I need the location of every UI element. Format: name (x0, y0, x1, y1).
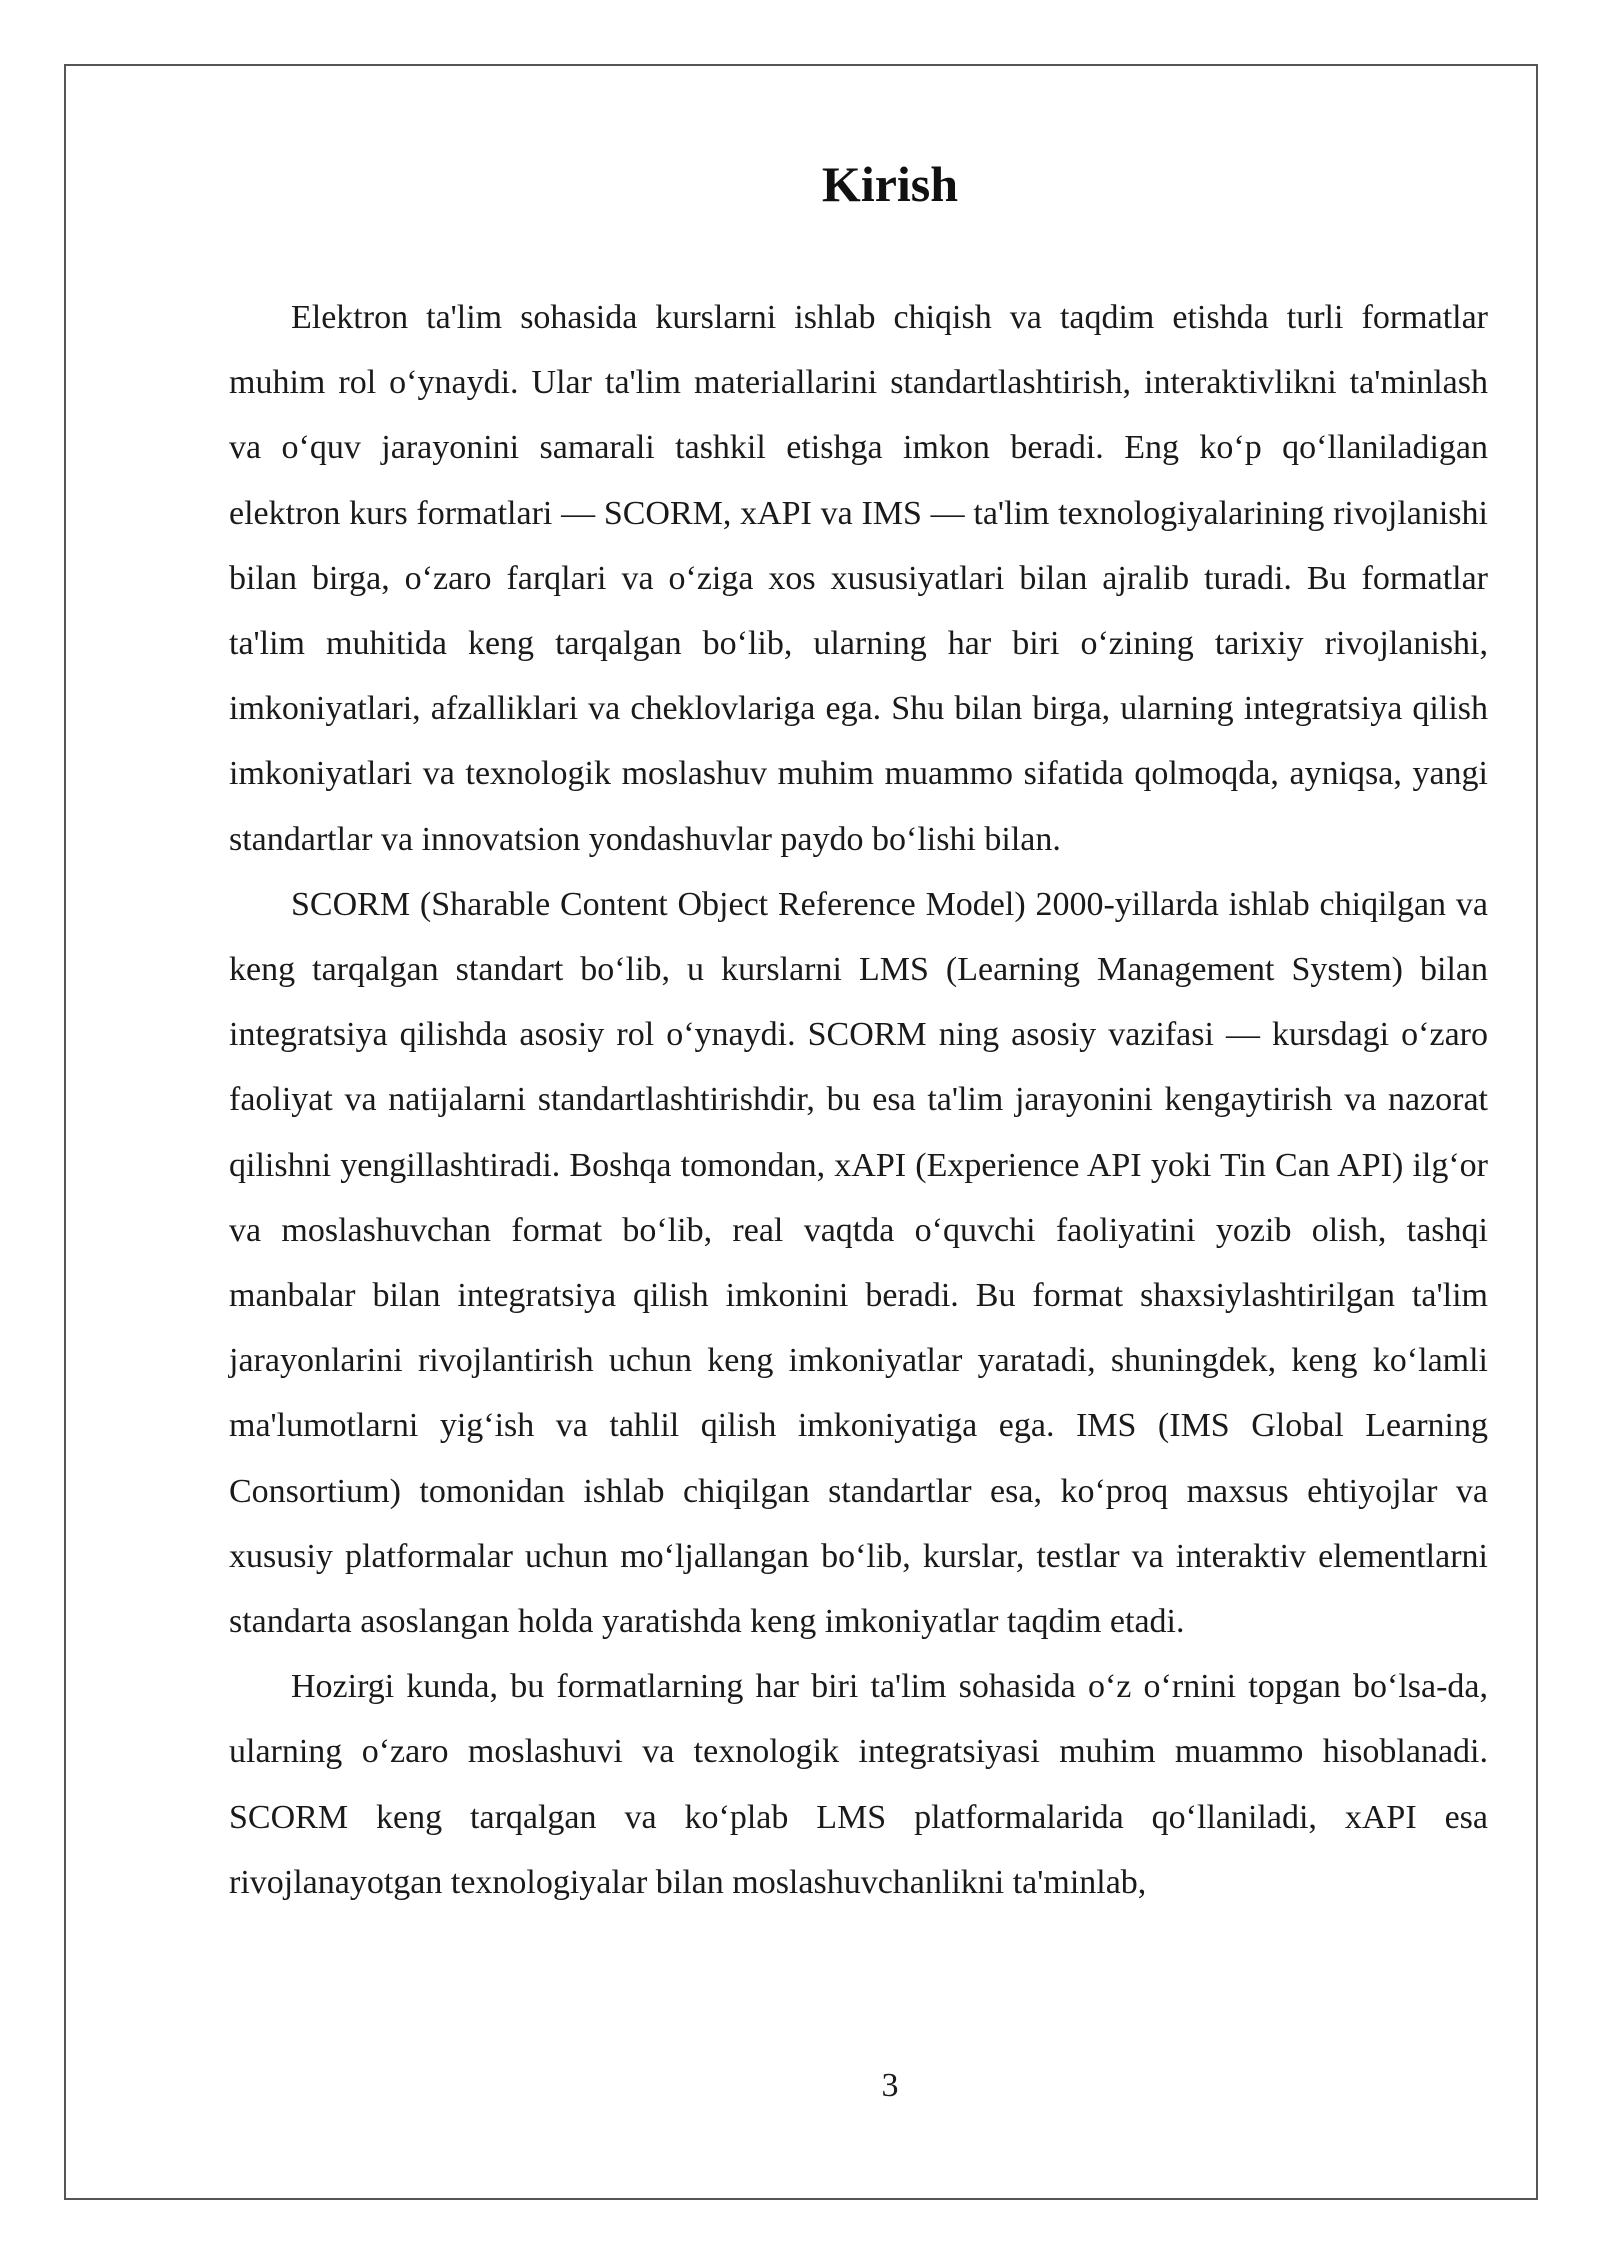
paragraph-current-state: Hozirgi kunda, bu formatlarning har biri ta'lim sohasida oʻz oʻrnini topgan boʻlsa-da, ularning oʻzaro moslashuvi va texnologik integratsiyasi muhim muammo hisoblanadi. SCORM keng tarqalgan va koʻplab LMS platformalarida qoʻllaniladi, xAPI esa rivojlanayotgan texnologiyalar bilan moslashuvchanlikni ta'minlab, (229, 1668, 1488, 1901)
body-text (229, 285, 1488, 1915)
page-title: Kirish (821, 156, 959, 212)
paragraph-formats: SCORM (Sharable Content Object Reference Model) 2000-yillarda ishlab chiqilgan va keng tarqalgan standart boʻlib, u kurslarni LMS (Learning Management System) bilan integratsiya qilishda asosiy rol oʻynaydi. SCORM ning asosiy vazifasi — kursdagi oʻzaro faoliyat va natijalarni standartlashtirishdir, bu esa ta'lim jarayonini kengaytirish va nazorat qilishni yengillashtiradi. Boshqa tomondan, xAPI (Experience API yoki Tin Can API) ilgʻor va moslashuvchan format boʻlib, real vaqtda oʻquvchi faoliyatini yozib olish, tashqi manbalar bilan integratsiya qilish imkonini beradi. Bu format shaxsiylashtirilgan ta'lim jarayonlarini rivojlantirish uchun keng imkoniyatlar yaratadi, shuningdek, keng koʻlamli ma'lumotlarni yigʻish va tahlil qilish imkoniyatiga ega. IMS (IMS Global Learning Consortium) tomonidan ishlab chiqilgan standartlar esa, koʻproq maxsus ehtiyojlar va xususiy platformalar uchun moʻljallangan boʻlib, kurslar, testlar va interaktiv elementlarni standarta asoslangan holda yaratishda keng imkoniyatlar taqdim etadi. (229, 885, 1488, 1641)
paragraph-intro: Elektron ta'lim sohasida kurslarni ishlab chiqish va taqdim etishda turli formatlar muhim rol oʻynaydi. Ular ta'lim materiallarini standartlashtirish, interaktivlikni ta'minlash va oʻquv jarayonini samarali tashkil etishga imkon beradi. Eng koʻp qoʻllaniladigan elektron kurs formatlari — SCORM, xAPI va IMS — ta'lim texnologiyalarining rivojlanishi bilan birga, oʻzaro farqlari va oʻziga xos xususiyatlari bilan ajralib turadi. Bu formatlar ta'lim muhitida keng tarqalgan boʻlib, ularning har biri oʻzining tarixiy rivojlanishi, imkoniyatlari, afzalliklari va cheklovlariga ega. Shu bilan birga, ularning integratsiya qilish imkoniyatlari va texnologik moslashuv muhim muammo sifatida qolmoqda, ayniqsa, yangi standartlar va innovatsion yondashuvlar paydo boʻlishi bilan. (229, 299, 1488, 858)
page-number: 3 (881, 2067, 899, 2104)
